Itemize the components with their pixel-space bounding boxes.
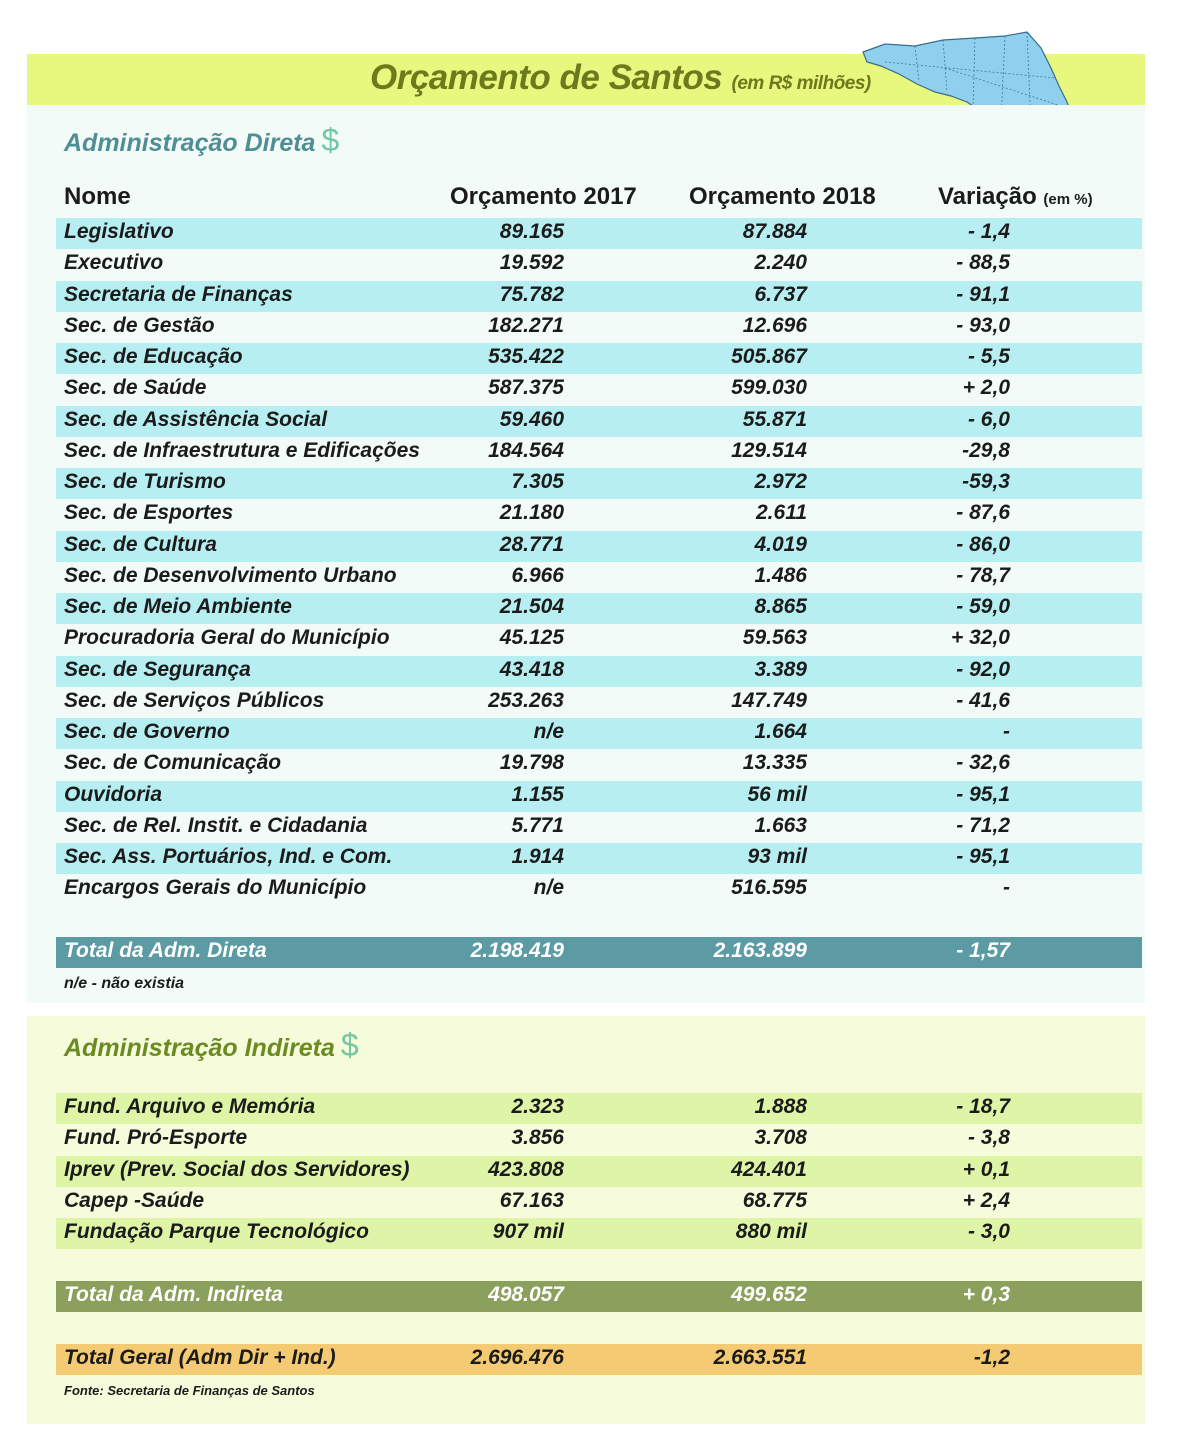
row-name: Sec. de Rel. Instit. e Cidadania: [64, 813, 368, 837]
row-variation: - 87,6: [956, 501, 1010, 525]
row-variation: - 88,5: [956, 251, 1010, 275]
row-name: Sec. de Turismo: [64, 470, 226, 493]
row-value-2017: 907 mil: [492, 1220, 564, 1243]
table-row: [56, 343, 1142, 374]
table-row: [56, 718, 1142, 749]
row-name: Sec. de Cultura: [64, 532, 217, 556]
row-value-2017: n/e: [533, 876, 564, 900]
row-variation: - 93,0: [956, 313, 1010, 337]
row-value-2017: 43.418: [499, 657, 564, 681]
row-value-2018: 1.486: [754, 563, 807, 587]
table-row: [56, 218, 1142, 249]
table-row: [56, 656, 1142, 687]
row-value-2018: 93 mil: [747, 845, 807, 868]
row-value-2018: 87.884: [742, 220, 807, 243]
row-value-2018: 880 mil: [735, 1220, 807, 1243]
row-value-2018: 599.030: [731, 376, 807, 400]
section-title-direta: [64, 122, 339, 159]
table-row: [56, 562, 1142, 593]
row-name: Total da Adm. Direta: [64, 939, 267, 962]
row-name: Sec. de Educação: [64, 345, 243, 368]
row-value-2018: 8.865: [754, 595, 807, 618]
row-name: Executivo: [64, 251, 164, 275]
row-variation: - 3,0: [967, 1220, 1010, 1243]
row-variation: - 92,0: [956, 657, 1010, 681]
row-variation: - 1,4: [967, 220, 1010, 243]
row-value-2018: 1.888: [754, 1095, 807, 1118]
table-row: [56, 1093, 1142, 1124]
row-value-2018: 13.335: [742, 751, 807, 775]
page-title: [370, 58, 871, 98]
row-value-2018: 1.664: [754, 720, 807, 743]
row-variation: - 41,6: [956, 688, 1010, 712]
table-row: [56, 437, 1142, 468]
header-name: Nome: [64, 183, 131, 210]
header-variation: [938, 183, 1093, 211]
row-value-2018: 147.749: [731, 688, 807, 712]
row-value-2017: 1.914: [511, 845, 564, 868]
row-variation: -59,3: [962, 470, 1010, 493]
row-value-2018: 505.867: [731, 345, 807, 368]
row-value-2018: 59.563: [742, 626, 807, 650]
row-value-2017: 19.592: [499, 251, 564, 275]
row-value-2017: 5.771: [511, 813, 564, 837]
table-row: [56, 1187, 1142, 1218]
row-name: Sec. de Assistência Social: [64, 407, 328, 431]
row-variation: - 3,8: [967, 1126, 1010, 1150]
table-row: [56, 374, 1142, 405]
row-name: Iprev (Prev. Social dos Servidores): [64, 1157, 410, 1181]
row-name: Sec. de Saúde: [64, 376, 207, 400]
row-name: Fundação Parque Tecnológico: [64, 1220, 369, 1243]
row-name: Sec. de Gestão: [64, 313, 215, 337]
row-name: Sec. de Esportes: [64, 501, 234, 525]
row-variation: - 91,1: [956, 282, 1010, 306]
row-variation: - 1,57: [956, 939, 1010, 962]
row-variation: - 6,0: [967, 407, 1010, 431]
row-variation: + 0,3: [962, 1283, 1010, 1306]
row-value-2017: 59.460: [499, 407, 564, 431]
row-value-2018: 516.595: [731, 876, 807, 900]
total-row-geral: [56, 1344, 1142, 1375]
row-value-2017: 2.198.419: [470, 939, 564, 962]
table-row: [56, 249, 1142, 280]
table-row: [56, 812, 1142, 843]
row-value-2017: 7.305: [511, 470, 564, 493]
row-variation: + 0,1: [962, 1157, 1010, 1181]
row-name: Total Geral (Adm Dir + Ind.): [64, 1346, 336, 1369]
table-row: [56, 281, 1142, 312]
row-value-2017: 182.271: [488, 313, 564, 337]
row-name: Sec. de Desenvolvimento Urbano: [64, 563, 397, 587]
row-value-2017: 423.808: [488, 1157, 564, 1181]
row-name: Sec. de Comunicação: [64, 751, 282, 775]
row-value-2017: 28.771: [499, 532, 564, 556]
row-name: Secretaria de Finanças: [64, 282, 293, 306]
row-variation: -: [1003, 876, 1010, 900]
row-variation: - 78,7: [956, 563, 1010, 587]
row-variation: - 59,0: [956, 595, 1010, 618]
table-row: [56, 312, 1142, 343]
section-title-indireta: [64, 1027, 359, 1064]
header-variation-unit: (em %): [1043, 191, 1093, 208]
row-value-2017: 1.155: [511, 782, 564, 806]
row-value-2018: 6.737: [754, 282, 807, 306]
row-name: Ouvidoria: [64, 782, 163, 806]
table-row: [56, 406, 1142, 437]
row-variation: -: [1003, 720, 1010, 743]
source-note: Fonte: Secretaria de Finanças de Santos: [64, 1383, 315, 1398]
table-row: [56, 1124, 1142, 1155]
table-row: [56, 843, 1142, 874]
table-header: [0, 183, 1181, 217]
table-row: [56, 749, 1142, 780]
row-value-2017: 253.263: [488, 688, 564, 712]
row-value-2017: 21.180: [499, 501, 564, 525]
row-value-2017: 184.564: [488, 438, 564, 462]
row-variation: + 32,0: [951, 626, 1010, 650]
title-unit: (em R$ milhões): [731, 73, 871, 94]
row-value-2018: 2.972: [754, 470, 807, 493]
table-row: [56, 781, 1142, 812]
row-name: Sec. Ass. Portuários, Ind. e Com.: [64, 845, 393, 868]
header-2017: Orçamento 2017: [450, 183, 637, 210]
row-value-2018: 2.663.551: [713, 1346, 807, 1369]
table-row: [56, 874, 1142, 905]
row-variation: -1,2: [973, 1346, 1010, 1369]
row-value-2018: 2.163.899: [713, 939, 807, 962]
row-value-2018: 2.240: [754, 251, 807, 275]
row-name: Capep -Saúde: [64, 1188, 205, 1212]
table-row: [56, 624, 1142, 655]
row-variation: - 18,7: [956, 1095, 1010, 1118]
row-variation: - 5,5: [967, 345, 1010, 368]
row-value-2018: 1.663: [754, 813, 807, 837]
dollar-sign-icon: $: [340, 1027, 359, 1063]
row-name: Sec. de Meio Ambiente: [64, 595, 292, 618]
total-row-direta: [56, 937, 1142, 968]
row-value-2017: 498.057: [488, 1283, 564, 1306]
title-text: Orçamento de Santos: [370, 58, 723, 97]
row-name: Total da Adm. Indireta: [64, 1283, 283, 1306]
row-value-2017: 587.375: [488, 376, 564, 400]
table-row: [56, 468, 1142, 499]
row-value-2018: 56 mil: [747, 782, 807, 806]
row-value-2017: 535.422: [488, 345, 564, 368]
row-name: Fund. Pró-Esporte: [64, 1126, 248, 1150]
row-variation: - 86,0: [956, 532, 1010, 556]
row-value-2017: 3.856: [511, 1126, 564, 1150]
row-value-2018: 2.611: [756, 501, 807, 525]
row-variation: - 71,2: [956, 813, 1010, 837]
row-variation: + 2,4: [962, 1188, 1010, 1212]
table-row: [56, 1156, 1142, 1187]
row-name: Sec. de Serviços Públicos: [64, 688, 325, 712]
row-value-2017: n/e: [533, 720, 564, 743]
table-row: [56, 1218, 1142, 1249]
row-value-2017: 2.696.476: [470, 1346, 564, 1369]
row-value-2017: 75.782: [499, 282, 564, 306]
row-variation: - 32,6: [956, 751, 1010, 775]
row-value-2017: 89.165: [499, 220, 564, 243]
row-name: Fund. Arquivo e Memória: [64, 1095, 316, 1118]
row-value-2018: 499.652: [731, 1283, 807, 1306]
row-value-2018: 129.514: [731, 438, 807, 462]
table-row: [56, 687, 1142, 718]
dollar-sign-icon: $: [321, 122, 340, 158]
section-title-indireta-text: Administração Indireta: [64, 1034, 335, 1062]
header-2018: Orçamento 2018: [689, 183, 876, 210]
section-title-direta-text: Administração Direta: [64, 129, 316, 157]
row-value-2018: 3.708: [754, 1126, 807, 1150]
row-value-2017: 21.504: [499, 595, 564, 618]
row-value-2018: 55.871: [742, 407, 807, 431]
row-value-2018: 12.696: [742, 313, 807, 337]
table-row: [56, 531, 1142, 562]
table-row: [56, 593, 1142, 624]
row-name: Legislativo: [64, 220, 174, 243]
row-name: Sec. de Governo: [64, 720, 230, 743]
row-value-2017: 19.798: [499, 751, 564, 775]
row-value-2017: 45.125: [499, 626, 564, 650]
row-value-2018: 4.019: [754, 532, 807, 556]
row-name: Sec. de Segurança: [64, 657, 251, 681]
row-name: Encargos Gerais do Município: [64, 876, 367, 900]
table-row: [56, 499, 1142, 530]
row-value-2017: 67.163: [499, 1188, 564, 1212]
header-variation-label: Variação: [938, 183, 1037, 210]
footnote: n/e - não existia: [64, 975, 185, 992]
row-value-2017: 6.966: [511, 563, 564, 587]
row-variation: - 95,1: [956, 845, 1010, 868]
row-variation: - 95,1: [956, 782, 1010, 806]
row-variation: + 2,0: [962, 376, 1010, 400]
row-value-2017: 2.323: [511, 1095, 564, 1118]
row-variation: -29,8: [962, 438, 1010, 462]
row-value-2018: 3.389: [754, 657, 807, 681]
row-name: Procuradoria Geral do Município: [64, 626, 390, 650]
row-value-2018: 424.401: [731, 1157, 807, 1181]
row-name: Sec. de Infraestrutura e Edificações: [64, 438, 420, 462]
row-value-2018: 68.775: [742, 1188, 807, 1212]
total-row-indireta: [56, 1281, 1142, 1312]
